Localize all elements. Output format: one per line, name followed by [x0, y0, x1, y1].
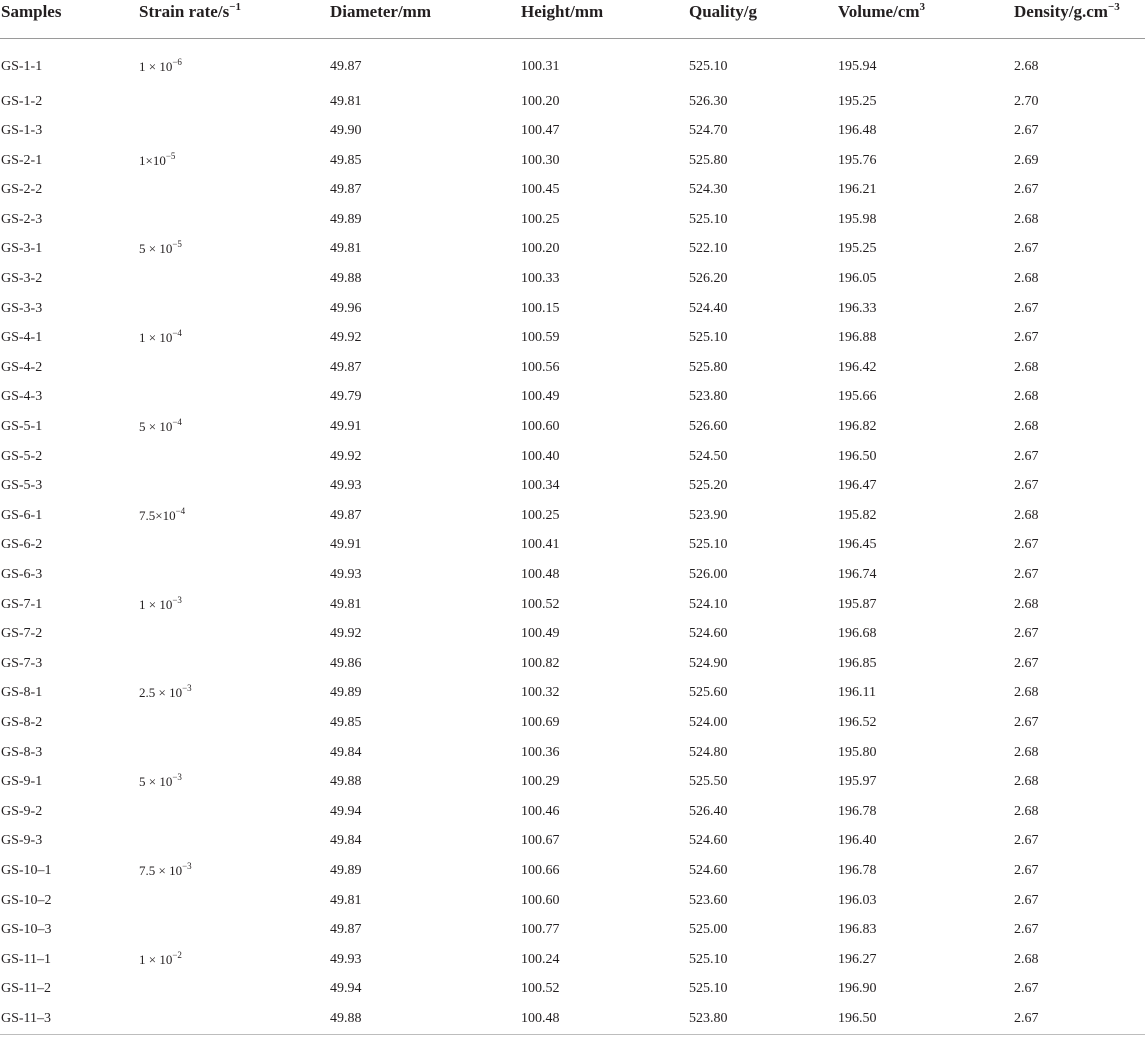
cell-strain-rate	[138, 317, 329, 347]
cell-volume: 196.78	[838, 803, 877, 819]
cell-sample: GS-7-2	[1, 626, 43, 642]
cell-density: 2.67	[1014, 537, 1039, 553]
cell-height: 100.60	[521, 892, 560, 908]
cell-height: 100.52	[521, 596, 560, 612]
cell-quality: 523.60	[689, 892, 728, 908]
cell-height: 100.24	[521, 951, 560, 967]
cell-volume: 196.40	[838, 833, 877, 849]
cell-volume: 196.68	[838, 626, 877, 642]
strain-rate-exponent: −6	[172, 57, 182, 67]
cell-sample: GS-1-2	[1, 93, 43, 109]
cell-strain-rate	[138, 288, 329, 318]
cell-density: 2.69	[1014, 152, 1039, 168]
table-bottom-rule	[0, 1034, 1145, 1035]
cell-height: 100.59	[521, 330, 560, 346]
header-density: Density/$g.cm^{-3}$	[1013, 0, 1145, 39]
cell-strain-rate	[138, 584, 329, 614]
strain-rate-base: 7.5×10	[139, 507, 176, 523]
cell-density: 2.67	[1014, 626, 1039, 642]
cell-volume: 196.03	[838, 892, 877, 908]
cell-strain-rate	[138, 998, 329, 1028]
cell-diameter: 49.87	[330, 59, 362, 74]
cell-quality: 524.30	[689, 182, 728, 198]
cell-height: 100.15	[521, 300, 560, 316]
cell-density: 2.67	[1014, 123, 1039, 139]
cell-sample: GS-10–2	[1, 892, 52, 908]
cell-height: 100.82	[521, 655, 560, 671]
cell-quality: 525.10	[689, 981, 728, 997]
cell-height: 100.60	[521, 419, 560, 435]
cell-volume: 196.74	[838, 567, 877, 582]
cell-density: 2.68	[1014, 685, 1039, 701]
cell-height: 100.52	[521, 981, 560, 997]
cell-quality: 525.60	[689, 685, 728, 701]
cell-volume: 196.50	[838, 1010, 877, 1026]
header-diameter: Diameter/mm	[329, 0, 520, 39]
cell-diameter: 49.91	[330, 537, 362, 553]
cell-diameter: 49.87	[330, 507, 362, 523]
cell-strain-rate	[138, 169, 329, 199]
cell-sample: GS-7-1	[1, 596, 43, 612]
cell-volume: 195.66	[838, 389, 877, 405]
table-row	[0, 406, 1145, 436]
cell-volume: 196.88	[838, 330, 877, 346]
strain-rate-exponent: −3	[172, 772, 182, 783]
cell-sample: GS-8-3	[1, 744, 43, 760]
table-row	[0, 761, 1145, 791]
cell-diameter: 49.86	[330, 655, 362, 671]
cell-volume: 196.52	[838, 714, 877, 730]
strain-rate-base: 5 × 10	[139, 241, 173, 257]
cell-sample: GS-2-2	[1, 182, 43, 198]
cell-strain-rate	[138, 554, 329, 584]
table-row	[0, 199, 1145, 229]
cell-quality: 523.80	[689, 389, 728, 405]
table-row	[0, 465, 1145, 495]
cell-strain-rate	[138, 672, 329, 702]
cell-strain-rate	[138, 228, 329, 258]
cell-density: 2.68	[1014, 596, 1039, 612]
cell-volume: 196.83	[838, 922, 877, 938]
cell-sample: GS-1-1	[1, 59, 43, 74]
cell-height: 100.67	[521, 833, 560, 849]
cell-diameter: 49.88	[330, 774, 362, 790]
cell-density: 2.67	[1014, 448, 1039, 464]
cell-sample: GS-7-3	[1, 655, 43, 671]
cell-density: 2.68	[1014, 389, 1039, 405]
strain-rate-exponent: −4	[172, 417, 182, 428]
cell-height: 100.33	[521, 271, 560, 287]
cell-sample: GS-9-2	[1, 803, 43, 819]
cell-diameter: 49.89	[330, 862, 362, 878]
cell-density: 2.68	[1014, 59, 1039, 74]
cell-diameter: 49.94	[330, 981, 362, 997]
cell-volume: 196.90	[838, 981, 877, 997]
cell-quality: 524.10	[689, 596, 728, 612]
cell-quality: 524.60	[689, 626, 728, 642]
strain-rate-exponent: −5	[172, 239, 182, 250]
strain-rate-base: 1 × 10	[139, 330, 173, 346]
cell-density: 2.68	[1014, 803, 1039, 819]
cell-diameter: 49.93	[330, 478, 362, 494]
strain-rate-base: 1 × 10	[139, 951, 173, 967]
table-row	[0, 376, 1145, 406]
cell-density: 2.68	[1014, 744, 1039, 760]
table-row	[0, 702, 1145, 732]
cell-diameter: 49.85	[330, 152, 362, 168]
cell-volume: 195.25	[838, 93, 877, 109]
strain-rate-exponent: −2	[172, 949, 182, 960]
cell-diameter: 49.87	[330, 359, 362, 375]
cell-sample: GS-3-2	[1, 271, 43, 287]
cell-volume: 195.97	[838, 774, 877, 790]
table-row	[0, 613, 1145, 643]
cell-height: 100.45	[521, 182, 560, 198]
cell-density: 2.67	[1014, 655, 1039, 671]
cell-sample: GS-3-3	[1, 300, 43, 316]
cell-diameter: 49.92	[330, 330, 362, 346]
cell-strain-rate	[138, 39, 329, 81]
cell-height: 100.41	[521, 537, 560, 553]
cell-strain-rate	[138, 258, 329, 288]
cell-volume: 195.76	[838, 152, 877, 168]
strain-rate-base: 2.5 × 10	[139, 685, 183, 701]
cell-height: 100.20	[521, 93, 560, 109]
cell-strain-rate	[138, 406, 329, 436]
cell-volume: 196.47	[838, 478, 877, 494]
cell-height: 100.48	[521, 1010, 560, 1026]
cell-density: 2.67	[1014, 1010, 1039, 1026]
strain-rate-exponent: −4	[175, 505, 186, 516]
table-row	[0, 998, 1145, 1028]
cell-strain-rate	[138, 880, 329, 910]
cell-height: 100.36	[521, 744, 560, 760]
cell-volume: 195.82	[838, 507, 877, 523]
cell-height: 100.30	[521, 152, 560, 168]
table-row	[0, 939, 1145, 969]
cell-density: 2.67	[1014, 922, 1039, 938]
cell-quality: 525.80	[689, 359, 728, 375]
table-row	[0, 317, 1145, 347]
cell-quality: 524.90	[689, 655, 728, 671]
cell-diameter: 49.87	[330, 182, 362, 198]
cell-sample: GS-8-1	[1, 685, 43, 701]
table-row	[0, 732, 1145, 762]
cell-sample: GS-2-1	[1, 152, 43, 168]
cell-strain-rate	[138, 939, 329, 969]
cell-strain-rate	[138, 140, 329, 170]
cell-strain-rate	[138, 820, 329, 850]
cell-quality: 525.00	[689, 922, 728, 938]
cell-quality: 523.80	[689, 1010, 728, 1026]
cell-diameter: 49.89	[330, 685, 362, 701]
cell-diameter: 49.91	[330, 419, 362, 435]
cell-sample: GS-11–1	[1, 951, 52, 967]
cell-quality: 525.10	[689, 537, 728, 553]
cell-quality: 523.90	[689, 507, 728, 523]
strain-rate-exponent: −3	[172, 594, 182, 605]
cell-height: 100.66	[521, 862, 560, 878]
strain-rate-exponent: −5	[165, 150, 176, 161]
cell-height: 100.77	[521, 922, 560, 938]
cell-quality: 526.40	[689, 803, 728, 819]
cell-sample: GS-9-3	[1, 833, 43, 849]
header-samples: Samples	[0, 0, 138, 39]
cell-sample: GS-5-3	[1, 478, 43, 494]
cell-sample: GS-6-1	[1, 507, 43, 523]
strain-rate-base: 1 × 10	[139, 596, 173, 612]
cell-density: 2.67	[1014, 182, 1039, 198]
cell-strain-rate	[138, 909, 329, 939]
cell-density: 2.67	[1014, 300, 1039, 316]
cell-volume: 195.87	[838, 596, 877, 612]
cell-height: 100.47	[521, 123, 560, 139]
cell-volume: 196.50	[838, 448, 877, 464]
strain-rate-base: 7.5 × 10	[139, 862, 183, 878]
table-body	[0, 39, 1145, 1028]
cell-diameter: 49.79	[330, 389, 362, 405]
cell-strain-rate	[138, 347, 329, 377]
cell-density: 2.67	[1014, 330, 1039, 346]
cell-volume: 196.11	[838, 685, 876, 701]
cell-density: 2.67	[1014, 714, 1039, 730]
cell-sample: GS-4-3	[1, 389, 43, 405]
strain-rate-base: 1 × 10	[139, 59, 173, 74]
cell-strain-rate	[138, 968, 329, 998]
cell-quality: 524.80	[689, 744, 728, 760]
cell-sample: GS-4-2	[1, 359, 43, 375]
cell-sample: GS-3-1	[1, 241, 43, 257]
cell-quality: 525.20	[689, 478, 728, 494]
cell-density: 2.68	[1014, 271, 1039, 287]
cell-density: 2.67	[1014, 478, 1039, 494]
table-row	[0, 524, 1145, 554]
cell-sample: GS-6-2	[1, 537, 43, 553]
cell-quality: 526.30	[689, 93, 728, 109]
cell-diameter: 49.85	[330, 714, 362, 730]
cell-density: 2.67	[1014, 241, 1039, 257]
strain-rate-exponent: −3	[182, 860, 192, 871]
table-row	[0, 228, 1145, 258]
cell-quality: 526.00	[689, 567, 728, 582]
cell-volume: 196.78	[838, 862, 877, 878]
cell-sample: GS-1-3	[1, 123, 43, 139]
cell-sample: GS-5-2	[1, 448, 43, 464]
cell-diameter: 49.88	[330, 1010, 362, 1026]
table-header	[0, 0, 1145, 39]
cell-density: 2.67	[1014, 981, 1039, 997]
cell-sample: GS-10–3	[1, 922, 52, 938]
cell-sample: GS-5-1	[1, 419, 43, 435]
table-row	[0, 643, 1145, 673]
table-row	[0, 909, 1145, 939]
cell-quality: 525.10	[689, 951, 728, 967]
cell-strain-rate	[138, 524, 329, 554]
cell-volume: 195.98	[838, 211, 877, 227]
cell-diameter: 49.81	[330, 93, 362, 109]
cell-density: 2.68	[1014, 211, 1039, 227]
cell-height: 100.56	[521, 359, 560, 375]
cell-diameter: 49.93	[330, 951, 362, 967]
table-row	[0, 968, 1145, 998]
cell-diameter: 49.84	[330, 833, 362, 849]
table-row	[0, 584, 1145, 614]
table-row	[0, 81, 1145, 111]
header-volume: Volume/$cm^3$	[837, 0, 1013, 39]
cell-quality: 525.10	[689, 59, 728, 74]
cell-density: 2.68	[1014, 951, 1039, 967]
cell-quality: 524.70	[689, 123, 728, 139]
cell-strain-rate	[138, 850, 329, 880]
header-row	[0, 0, 1145, 39]
cell-strain-rate	[138, 732, 329, 762]
cell-quality: 526.20	[689, 271, 728, 287]
cell-quality: 526.60	[689, 419, 728, 435]
cell-strain-rate	[138, 791, 329, 821]
cell-quality: 524.40	[689, 300, 728, 316]
cell-quality: 525.10	[689, 330, 728, 346]
cell-quality: 525.80	[689, 152, 728, 168]
cell-density: 2.67	[1014, 892, 1039, 908]
cell-quality: 524.50	[689, 448, 728, 464]
cell-volume: 196.85	[838, 655, 877, 671]
cell-sample: GS-8-2	[1, 714, 43, 730]
cell-strain-rate	[138, 643, 329, 673]
cell-sample: GS-11–3	[1, 1010, 52, 1026]
cell-volume: 196.21	[838, 182, 877, 198]
cell-height: 100.40	[521, 448, 560, 464]
cell-sample: GS-9-1	[1, 774, 43, 790]
cell-volume: 196.42	[838, 359, 877, 375]
cell-density: 2.67	[1014, 833, 1039, 849]
table-row	[0, 140, 1145, 170]
cell-density: 2.68	[1014, 419, 1039, 435]
cell-volume: 196.33	[838, 300, 877, 316]
cell-volume: 195.25	[838, 241, 877, 257]
strain-rate-base: 5 × 10	[139, 774, 173, 790]
cell-diameter: 49.93	[330, 567, 362, 582]
cell-strain-rate	[138, 761, 329, 791]
cell-quality: 522.10	[689, 241, 728, 257]
cell-density: 2.70	[1014, 93, 1039, 109]
table-row	[0, 436, 1145, 466]
cell-quality: 525.10	[689, 211, 728, 227]
cell-strain-rate	[138, 376, 329, 406]
cell-quality: 524.60	[689, 833, 728, 849]
cell-diameter: 49.89	[330, 211, 362, 227]
cell-diameter: 49.88	[330, 271, 362, 287]
cell-height: 100.31	[521, 59, 560, 74]
table-row	[0, 880, 1145, 910]
cell-height: 100.25	[521, 507, 560, 523]
cell-height: 100.25	[521, 211, 560, 227]
cell-diameter: 49.87	[330, 922, 362, 938]
table-row	[0, 258, 1145, 288]
cell-diameter: 49.81	[330, 892, 362, 908]
strain-rate-base: 1×10	[139, 152, 166, 168]
cell-height: 100.20	[521, 241, 560, 257]
cell-volume: 196.45	[838, 537, 877, 553]
cell-diameter: 49.81	[330, 241, 362, 257]
cell-density: 2.68	[1014, 359, 1039, 375]
cell-diameter: 49.84	[330, 744, 362, 760]
cell-density: 2.68	[1014, 507, 1039, 523]
cell-height: 100.34	[521, 478, 560, 494]
cell-volume: 196.05	[838, 271, 877, 287]
table-row	[0, 110, 1145, 140]
cell-volume: 196.27	[838, 951, 877, 967]
table-row	[0, 495, 1145, 525]
cell-sample: GS-4-1	[1, 330, 43, 346]
table-row	[0, 288, 1145, 318]
cell-volume: 196.82	[838, 419, 877, 435]
table-row	[0, 820, 1145, 850]
cell-strain-rate	[138, 613, 329, 643]
cell-density: 2.67	[1014, 862, 1039, 878]
table-row	[0, 850, 1145, 880]
cell-sample: GS-11–2	[1, 981, 52, 997]
cell-strain-rate	[138, 199, 329, 229]
strain-rate-exponent: −3	[182, 683, 192, 694]
cell-sample: GS-2-3	[1, 211, 43, 227]
cell-strain-rate	[138, 465, 329, 495]
cell-quality: 524.60	[689, 862, 728, 878]
cell-volume: 195.80	[838, 744, 877, 760]
cell-height: 100.49	[521, 389, 560, 405]
table-row	[0, 672, 1145, 702]
header-height: Height/mm	[520, 0, 688, 39]
cell-strain-rate	[138, 702, 329, 732]
table-row	[0, 39, 1145, 81]
cell-sample: GS-10–1	[1, 862, 52, 878]
cell-quality: 524.00	[689, 714, 728, 730]
table-row	[0, 347, 1145, 377]
cell-height: 100.48	[521, 567, 560, 582]
cell-strain-rate	[138, 436, 329, 466]
cell-diameter: 49.81	[330, 596, 362, 612]
cell-diameter: 49.92	[330, 448, 362, 464]
cell-volume: 196.48	[838, 123, 877, 139]
cell-diameter: 49.96	[330, 300, 362, 316]
cell-strain-rate	[138, 110, 329, 140]
cell-sample: GS-6-3	[1, 567, 43, 582]
table-row	[0, 554, 1145, 584]
strain-rate-base: 5 × 10	[139, 419, 173, 435]
cell-density: 2.68	[1014, 774, 1039, 790]
cell-quality: 525.50	[689, 774, 728, 790]
cell-diameter: 49.92	[330, 626, 362, 642]
cell-diameter: 49.94	[330, 803, 362, 819]
cell-strain-rate	[138, 81, 329, 111]
header-quality: Quality/g	[688, 0, 837, 39]
header-strain-rate: Strain rate/$s^{-1}$	[138, 0, 329, 39]
table-row	[0, 169, 1145, 199]
cell-height: 100.29	[521, 774, 560, 790]
strain-rate-exponent: −4	[172, 328, 182, 339]
cell-height: 100.69	[521, 714, 560, 730]
cell-volume: 195.94	[838, 59, 877, 74]
cell-strain-rate	[138, 495, 329, 525]
cell-height: 100.46	[521, 803, 560, 819]
cell-diameter: 49.90	[330, 123, 362, 139]
cell-density: 2.67	[1014, 567, 1039, 582]
table-row	[0, 791, 1145, 821]
cell-height: 100.49	[521, 626, 560, 642]
cell-height: 100.32	[521, 685, 560, 701]
